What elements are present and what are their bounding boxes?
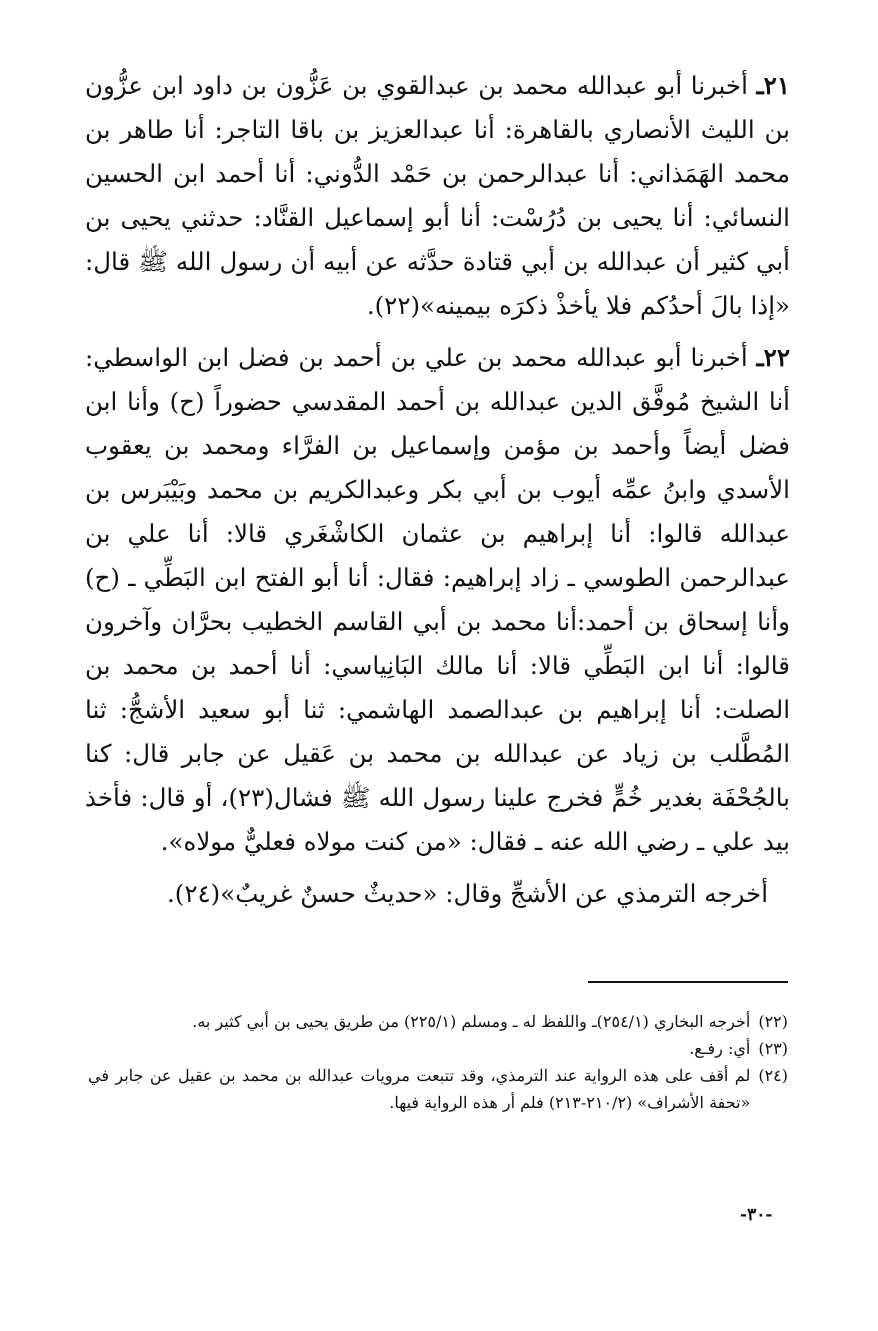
hadith-text: أخبرنا أبو عبدالله محمد بن عبدالقوي بن عَزُّون بن داود ابن عزُّون بن الليث الأنصاري بالقاهرة: أنا عبدالعزيز بن باقا التاجر: أنا طاهر بن محمد الهَمَذاني: أنا عبدالرحمن بن حَمْد الدُّوني: أنا أحمد ابن الحسين النسائي: أنا يحيى بن دُرُسْت: أنا أبو إسماعيل القنَّاد: حدثني يحيى بن أبي كثير أن عبدالله بن أبي قتادة حدَّثه عن أبيه أن رسول الله ﷺ قال: «إذا بالَ أحدُكم فلا يأخذْ ذكرَه بيمينه»(٢٢).	[85, 71, 790, 320]
footnote-number: (٢٤)	[758, 1066, 788, 1085]
hadith-21	[85, 64, 790, 328]
takhrij-note: أخرجه الترمذي عن الأشجِّ وقال: «حديثٌ حسنٌ غريبٌ»(٢٤).	[166, 879, 768, 908]
footnote-text: أي: رفـع.	[689, 1039, 751, 1058]
footnote-text: لم أقف على هذه الرواية عند الترمذي، وقد تتبعت مرويات عبدالله بن محمد بن عقيل عن جابر في «تحفة الأشراف» (٢١٠/٢-٢١٣) فلم أر هذه الرواية فيها.	[88, 1066, 751, 1112]
footnote-22	[88, 1008, 788, 1035]
main-text	[85, 64, 790, 916]
footnote-divider	[588, 981, 788, 983]
footnote-number: (٢٣)	[758, 1039, 788, 1058]
hadith-number: ٢١ـ	[756, 71, 790, 100]
page-number: -٣٠-	[740, 1205, 773, 1225]
footnote-23	[88, 1035, 788, 1062]
footnote-number: (٢٢)	[758, 1012, 788, 1031]
footnotes	[88, 1008, 788, 1116]
footnote-24	[88, 1062, 788, 1116]
hadith-22	[85, 336, 790, 864]
footnote-text: أخرجه البخاري (٢٥٤/١)ـ واللفظ له ـ ومسلم (٢٢٥/١) من طريق يحيى بن أبي كثير به.	[192, 1012, 751, 1031]
hadith-text: أخبرنا أبو عبدالله محمد بن علي بن أحمد بن فضل ابن الواسطي: أنا الشيخ مُوفَّق الدين عبدالله بن أحمد المقدسي حضوراً (ح) وأنا ابن فضل أيضاً وأحمد بن مؤمن وإسماعيل بن الفرَّاء ومحمد بن يعقوب الأسدي وابنُ عمِّه أيوب بن أبي بكر وعبدالكريم بن محمد وبَيْبَرس بن عبدالله قالوا: أنا إبراهيم بن عثمان الكاشْغَري قالا: أنا علي بن عبدالرحمن الطوسي ـ زاد إبراهيم: فقال: أنا أبو الفتح ابن البَطِّي ـ (ح) وأنا إسحاق بن أحمد:أنا محمد بن أبي القاسم الخطيب بحرَّان وآخرون قالوا: أنا ابن البَطِّي قالا: أنا مالك البَانِياسي: أنا أحمد بن محمد بن الصلت: أنا إبراهيم بن عبدالصمد الهاشمي: ثنا أبو سعيد الأشجُّ: ثنا المُطَّلب بن زياد عن عبدالله بن محمد بن عَقيل عن جابر قال: كنا بالجُحْفَة بغدير خُمٍّ فخرج علينا رسول الله ﷺ فشال(٢٣)، أو قال: فأخذ بيد علي ـ رضي الله عنه ـ فقال: «من كنت مولاه فعليٌّ مولاه».	[85, 343, 790, 856]
hadith-number: ٢٢ـ	[756, 343, 790, 372]
